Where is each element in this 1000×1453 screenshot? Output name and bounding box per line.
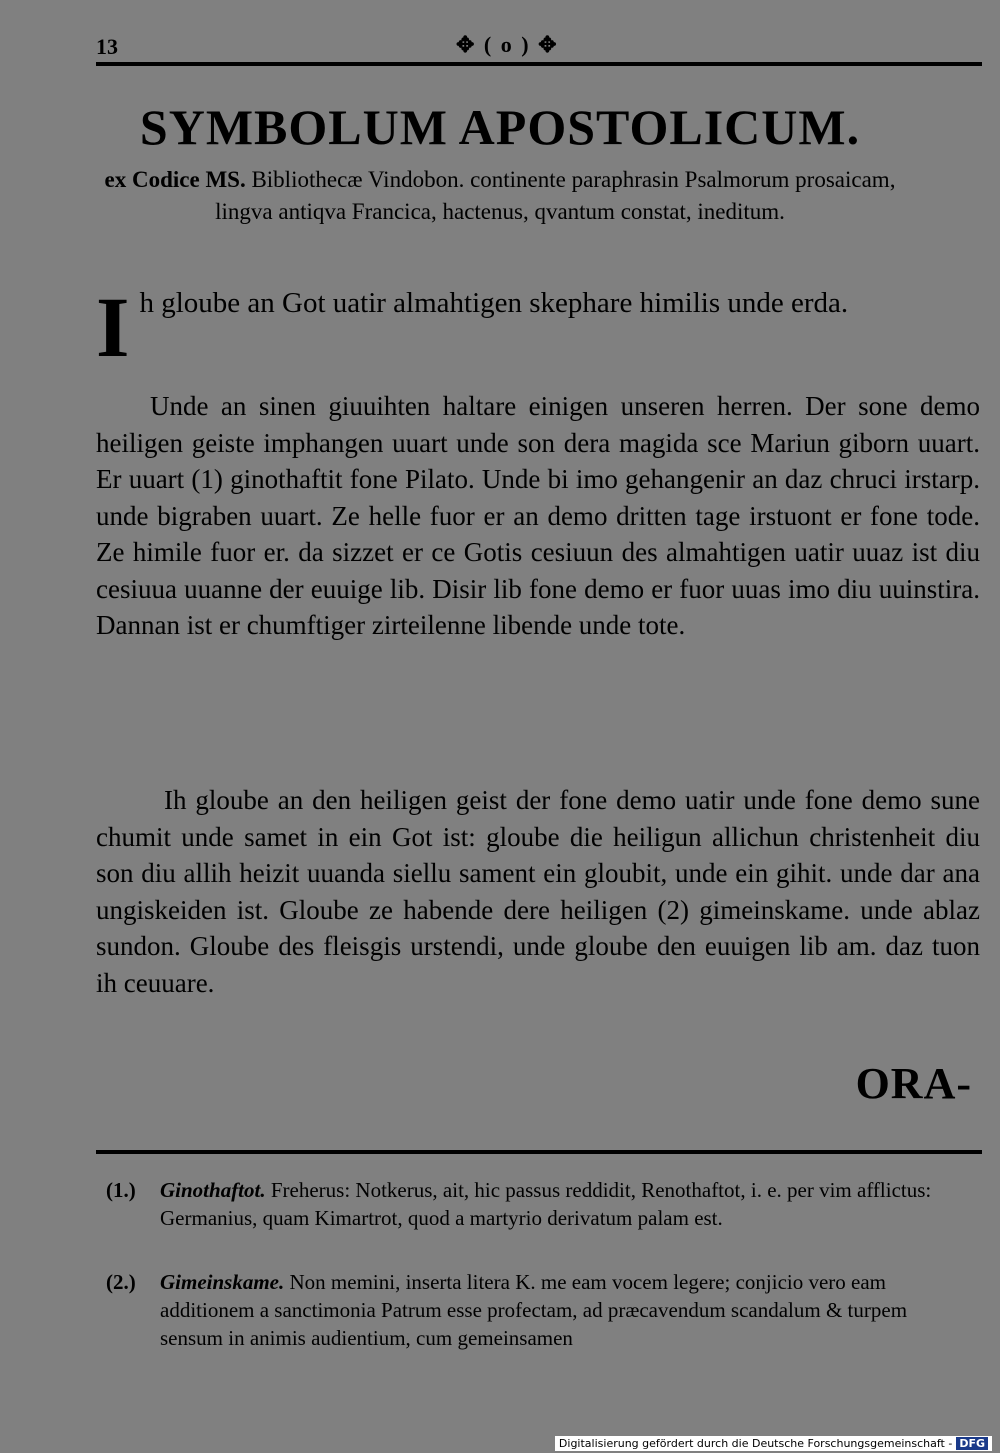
footnote-lemma: Ginothaftot. <box>160 1178 266 1202</box>
page-title: SYMBOLUM APOSTOLICUM. <box>139 99 861 155</box>
subtitle-lead: ex Codice MS. <box>104 167 246 192</box>
footnote-2 <box>106 1268 970 1352</box>
drop-cap: I <box>96 279 130 375</box>
footnote-lemma: Gimeinskame. <box>160 1270 285 1294</box>
footnote-marker: (1.) <box>106 1178 136 1202</box>
catchword: ORA- <box>855 1059 972 1108</box>
footnote-text: Freherus: Notkerus, ait, hic passus reddidit, Renothaftot, i. e. per vim afflictus: Germanius, quam Kimartrot, quod a martyrio derivatum palam est. <box>160 1178 932 1230</box>
dfg-logo-icon: DFG <box>956 1437 988 1450</box>
credit-text: Digitalisierung gefördert durch die Deutsche Forschungsgemeinschaft - <box>558 1437 953 1450</box>
subtitle-text: Bibliothecæ Vindobon. continente paraphrasin Psalmorum prosaicam, lingva antiqva Francica, hactenus, qvantum constat, ineditum. <box>215 167 896 224</box>
footnote-text: Non memini, inserta litera K. me eam vocem legere; conjicio vero eam additionem a sanctimonia Patrum esse profectam, ad præcavendum scandalum & turpem sensum in animis audientium, cum gemeinsamen <box>160 1270 908 1350</box>
footnote-1 <box>106 1176 970 1232</box>
page-header <box>96 32 982 62</box>
page-number: 13 <box>96 34 118 59</box>
paragraph-1-text: h gloube an Got uatir almahtigen skephare himilis unde erda. <box>139 287 849 319</box>
header-rule <box>96 62 982 66</box>
footnote-marker: (2.) <box>106 1270 136 1294</box>
paragraph-2: Unde an sinen giuuihten haltare einigen unseren herren. Der sone demo heiligen geiste imphangen uuart unde son dera magida sce Mariun giborn uuart. Er uuart (1) ginothaftit fone Pilato. Unde bi imo gehangenir an daz chruci irstarp. unde bigraben uuart. Ze helle fuor er an demo dritten tage irstuont er fone tode. Ze himile fuor er. da sizzet er ce Gotis cesiuun des almahtigen uatir uuaz ist diu cesiuua uuanne der euuige lib. Disir lib fone demo er fuor uuas imo diu uuinstira. Dannan ist er chumftiger zirteilenne libende unde tote. <box>96 391 980 640</box>
digitization-credit <box>555 1436 992 1451</box>
subtitle <box>100 164 900 228</box>
running-head: ✥ ( o ) ✥ <box>456 32 559 57</box>
paragraph-1 <box>96 279 980 375</box>
footnote-rule <box>96 1150 982 1154</box>
paragraph-3: Ih gloube an den heiligen geist der fone demo uatir unde fone demo sune chumit unde samet in ein Got ist: gloube die heiligun allichun christenheit diu son diu allih heizit uuanda siellu sament ein gloubit, unde ein gihit. unde dar ana ungiskeiden ist. Gloube ze habende dere heiligen (2) gimeinskame. unde ablaz sundon. Gloube des fleisgis urstendi, unde gloube den euuigen lib am. daz tuon ih ceuuare. <box>96 785 980 998</box>
